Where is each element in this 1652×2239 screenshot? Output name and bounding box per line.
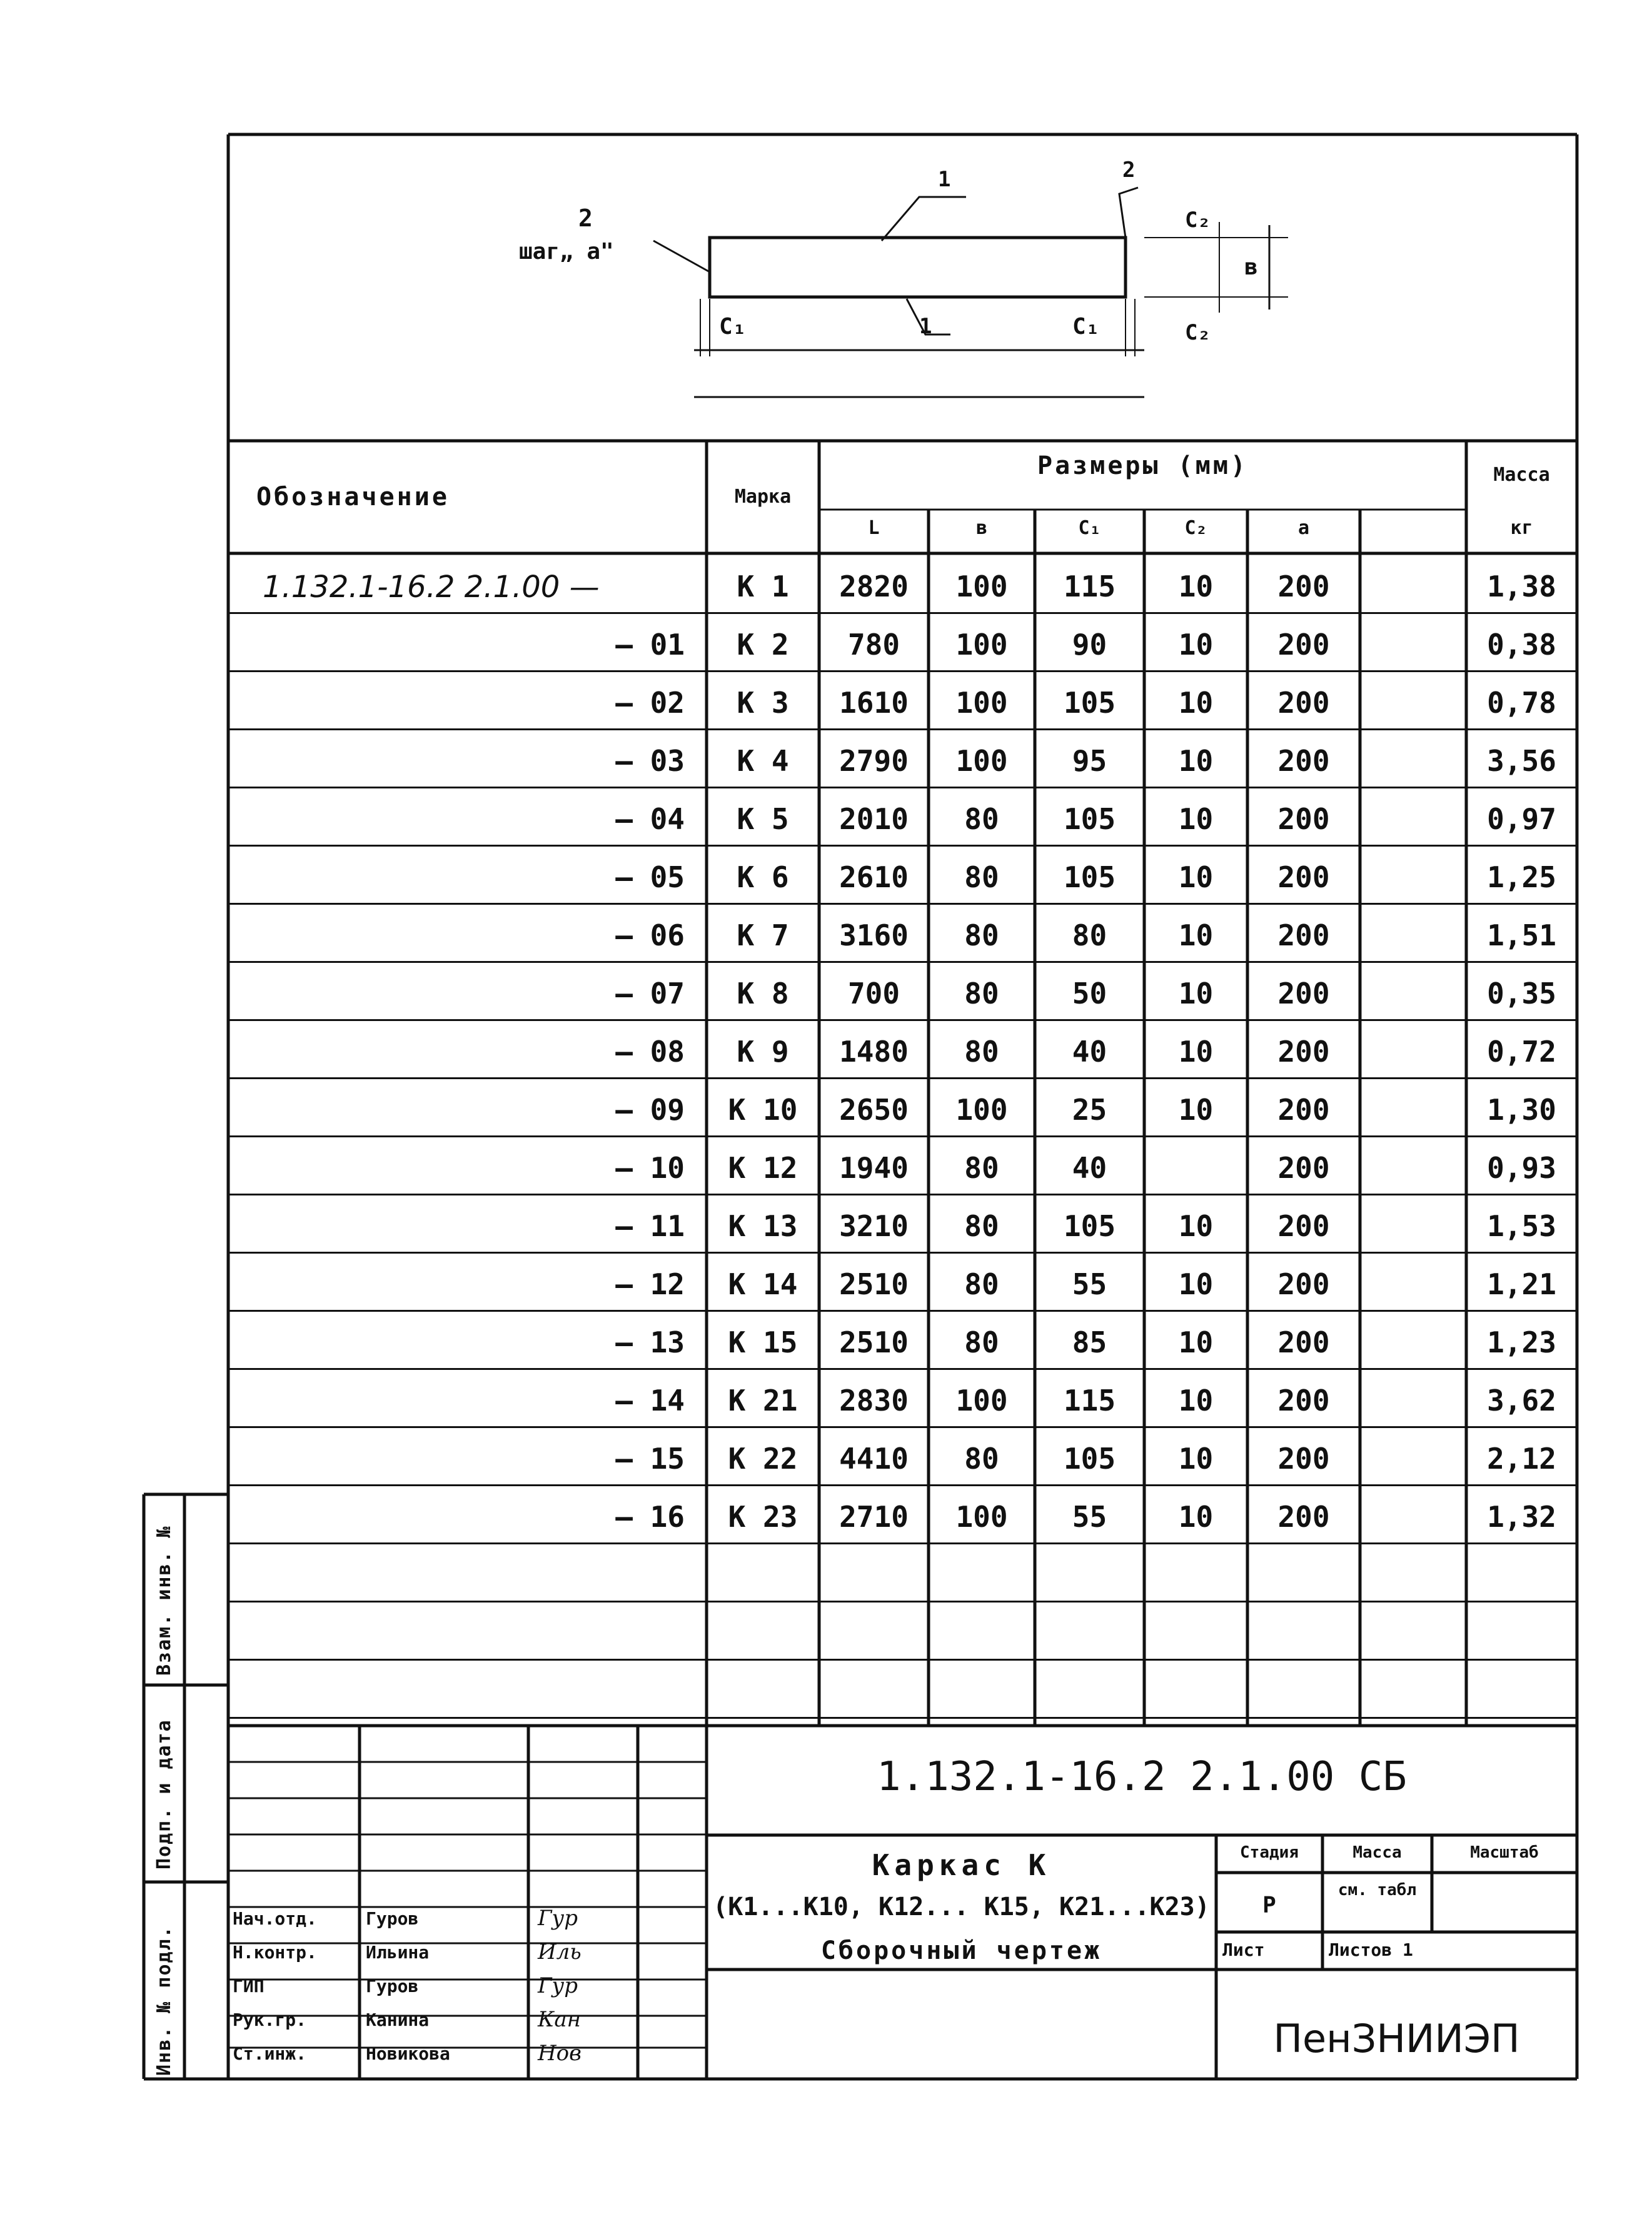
cell-mark: К 15 <box>728 1326 798 1359</box>
cell-b: 80 <box>964 1035 999 1069</box>
cell-a: 200 <box>1277 1209 1330 1243</box>
signature-name: Гуров <box>366 1976 419 1996</box>
stage-label: Стадия <box>1240 1843 1299 1862</box>
handwritten-signature: Кан <box>538 2007 581 2032</box>
cell-mass: 0,38 <box>1487 628 1556 662</box>
table-row <box>228 728 1577 730</box>
cell-a: 200 <box>1277 918 1330 952</box>
cell-b: 100 <box>955 570 1008 603</box>
cell-a: 200 <box>1277 686 1330 720</box>
cell-l: 2710 <box>839 1500 909 1534</box>
cell-mass: 3,56 <box>1487 744 1556 778</box>
cell-l: 2790 <box>839 744 909 778</box>
sheets-label: Листов 1 <box>1329 1940 1413 1960</box>
leader-2-top-label: 2 <box>1122 158 1136 183</box>
header-l: L <box>868 517 880 539</box>
cell-mass: 1,53 <box>1487 1209 1556 1243</box>
cell-c1: 115 <box>1063 1384 1116 1417</box>
cell-mark: К 3 <box>737 686 789 720</box>
cell-b: 80 <box>964 860 999 894</box>
cell-mark: К 4 <box>737 744 789 778</box>
header-c2: С₂ <box>1184 517 1207 539</box>
table-row <box>228 612 1577 614</box>
table-row <box>228 1426 1577 1428</box>
cell-c2: 10 <box>1178 1209 1214 1243</box>
cell-b: 80 <box>964 1209 999 1243</box>
mass-value: см. табл <box>1337 1881 1417 1899</box>
handwritten-signature: Гур <box>538 1973 578 1998</box>
item-name-line1: Каркас К <box>872 1848 1051 1882</box>
table-row <box>228 903 1577 905</box>
cell-c2: 10 <box>1178 1267 1214 1301</box>
cell-c1: 50 <box>1072 977 1107 1010</box>
table-row <box>228 961 1577 963</box>
cell-mark: К 22 <box>728 1442 798 1476</box>
table-row <box>228 1310 1577 1312</box>
cell-l: 2510 <box>839 1326 909 1359</box>
row-designation: — 02 <box>615 686 685 720</box>
signature-role: Рук.гр. <box>233 2010 307 2030</box>
cell-c1: 105 <box>1063 1209 1116 1243</box>
leader-1-bottom-label: 1 <box>919 314 932 339</box>
cell-c1: 85 <box>1072 1326 1107 1359</box>
cell-c1: 40 <box>1072 1035 1107 1069</box>
cell-c2: 10 <box>1178 686 1214 720</box>
table-row <box>228 1484 1577 1486</box>
cell-b: 80 <box>964 1151 999 1185</box>
row-designation: — 16 <box>615 1500 685 1534</box>
header-mark: Марка <box>734 486 792 508</box>
b-dimension-label: в <box>1244 254 1258 280</box>
table-row <box>228 1135 1577 1137</box>
cell-l: 4410 <box>839 1442 909 1476</box>
cell-b: 100 <box>955 1093 1008 1127</box>
cell-c2: 10 <box>1178 628 1214 662</box>
cell-b: 100 <box>955 744 1008 778</box>
cell-l: 1610 <box>839 686 909 720</box>
handwritten-signature: Гур <box>538 1906 578 1931</box>
cell-mark: К 6 <box>737 860 789 894</box>
cell-a: 200 <box>1277 977 1330 1010</box>
cell-c1: 25 <box>1072 1093 1107 1127</box>
cell-c1: 105 <box>1063 860 1116 894</box>
cell-mark: К 14 <box>728 1267 798 1301</box>
cell-c1: 80 <box>1072 918 1107 952</box>
cell-a: 200 <box>1277 1326 1330 1359</box>
cell-a: 200 <box>1277 1151 1330 1185</box>
table-row <box>228 1019 1577 1021</box>
cell-b: 80 <box>964 1326 999 1359</box>
table-row <box>228 1368 1577 1370</box>
mass-label: Масса <box>1352 1843 1402 1862</box>
cell-c2: 10 <box>1178 1500 1214 1534</box>
handwritten-signature: Нов <box>538 2041 582 2066</box>
cell-mark: К 21 <box>728 1384 798 1417</box>
cell-l: 2510 <box>839 1267 909 1301</box>
cell-b: 100 <box>955 1500 1008 1534</box>
signature-role: Нач.отд. <box>233 1908 317 1929</box>
margin-inv-podl: Инв. № подл. <box>153 1925 175 2076</box>
step-label: шаг„ а" <box>519 239 614 264</box>
table-row <box>228 787 1577 788</box>
table-row <box>228 1077 1577 1079</box>
header-b: в <box>975 517 988 539</box>
scale-label: Масштаб <box>1470 1843 1539 1862</box>
cell-mark: К 7 <box>737 918 789 952</box>
signature-role: Ст.инж. <box>233 2043 307 2064</box>
cell-c1: 55 <box>1072 1267 1107 1301</box>
cell-c2: 10 <box>1178 802 1214 836</box>
document-code: 1.132.1-16.2 2.1.00 СБ <box>877 1754 1407 1800</box>
stage-value: Р <box>1262 1893 1276 1918</box>
header-designation: Обозначение <box>256 483 450 511</box>
cell-l: 2650 <box>839 1093 909 1127</box>
cell-l: 700 <box>847 977 900 1010</box>
cell-mark: К 9 <box>737 1035 789 1069</box>
header-mass: Масса <box>1493 464 1550 486</box>
cell-b: 100 <box>955 1384 1008 1417</box>
cell-c1: 90 <box>1072 628 1107 662</box>
margin-vzam-inv: Взам. инв. № <box>153 1525 175 1676</box>
margin-podp-data: Подп. и дата <box>153 1719 175 1869</box>
signature-name: Гуров <box>366 1908 419 1929</box>
cell-mass: 0,72 <box>1487 1035 1556 1069</box>
empty-table-row <box>228 1659 1577 1661</box>
row-designation: — 06 <box>615 918 685 952</box>
cell-l: 2830 <box>839 1384 909 1417</box>
c1-right-label: С₁ <box>1072 314 1100 340</box>
cell-mass: 0,93 <box>1487 1151 1556 1185</box>
cell-mark: К 2 <box>737 628 789 662</box>
cell-mass: 2,12 <box>1487 1442 1556 1476</box>
cell-b: 80 <box>964 977 999 1010</box>
empty-table-row <box>228 1717 1577 1719</box>
cell-a: 200 <box>1277 802 1330 836</box>
cell-a: 200 <box>1277 1093 1330 1127</box>
cell-mark: К 23 <box>728 1500 798 1534</box>
cell-mass: 1,51 <box>1487 918 1556 952</box>
cell-mass: 0,35 <box>1487 977 1556 1010</box>
cell-c2: 10 <box>1178 570 1214 603</box>
table-row <box>228 1542 1577 1544</box>
cell-b: 80 <box>964 1267 999 1301</box>
cell-a: 200 <box>1277 1500 1330 1534</box>
cell-c2: 10 <box>1178 1442 1214 1476</box>
cell-c2: 10 <box>1178 1384 1214 1417</box>
cell-mass: 1,30 <box>1487 1093 1556 1127</box>
cell-c1: 105 <box>1063 802 1116 836</box>
row-designation: — 01 <box>615 628 685 662</box>
signature-role: Н.контр. <box>233 1942 317 1963</box>
table-row <box>228 845 1577 847</box>
cell-l: 1480 <box>839 1035 909 1069</box>
cell-mass: 1,32 <box>1487 1500 1556 1534</box>
cell-a: 200 <box>1277 1384 1330 1417</box>
header-sizes: Размеры (мм) <box>1037 451 1248 480</box>
row-designation: — 05 <box>615 860 685 894</box>
cell-mass: 0,78 <box>1487 686 1556 720</box>
header-c1: С₁ <box>1078 517 1101 539</box>
c1-left-label: С₁ <box>719 314 747 340</box>
signature-role: ГИП <box>233 1976 264 1996</box>
cell-mark: К 1 <box>737 570 789 603</box>
row-designation: — 04 <box>615 802 685 836</box>
row-designation: — 09 <box>615 1093 685 1127</box>
organization-name: ПенЗНИИЭП <box>1273 2016 1520 2061</box>
cell-mass: 1,25 <box>1487 860 1556 894</box>
row-designation: — 03 <box>615 744 685 778</box>
item-name-line2: (К1...К10, К12... К15, К21...К23) <box>713 1893 1210 1921</box>
cell-c1: 105 <box>1063 686 1116 720</box>
item-name-line3: Сборочный чертеж <box>820 1936 1102 1965</box>
cell-a: 200 <box>1277 570 1330 603</box>
header-a: а <box>1297 517 1310 539</box>
cell-l: 2820 <box>839 570 909 603</box>
cell-a: 200 <box>1277 1035 1330 1069</box>
cell-mass: 3,62 <box>1487 1384 1556 1417</box>
cell-c2: 10 <box>1178 860 1214 894</box>
cell-l: 2610 <box>839 860 909 894</box>
cell-mark: К 10 <box>728 1093 798 1127</box>
cell-a: 200 <box>1277 628 1330 662</box>
cell-a: 200 <box>1277 1267 1330 1301</box>
cell-c1: 40 <box>1072 1151 1107 1185</box>
row-designation: — 08 <box>615 1035 685 1069</box>
cell-c2: 10 <box>1178 744 1214 778</box>
cell-b: 80 <box>964 1442 999 1476</box>
row-designation: 1.132.1-16.2 2.1.00 — <box>263 570 600 605</box>
signature-name: Канина <box>366 2010 430 2030</box>
cell-c2: 10 <box>1178 977 1214 1010</box>
handwritten-signature: Иль <box>538 1940 582 1965</box>
cell-a: 200 <box>1277 744 1330 778</box>
cell-c1: 105 <box>1063 1442 1116 1476</box>
cell-mark: К 13 <box>728 1209 798 1243</box>
cell-mass: 0,97 <box>1487 802 1556 836</box>
cell-mark: К 12 <box>728 1151 798 1185</box>
signature-name: Ильина <box>366 1942 430 1963</box>
c2-bottom-label: С₂ <box>1185 320 1211 345</box>
c2-top-label: С₂ <box>1185 208 1211 233</box>
cell-l: 1940 <box>839 1151 909 1185</box>
cell-l: 3210 <box>839 1209 909 1243</box>
cell-c1: 115 <box>1063 570 1116 603</box>
row-designation: — 07 <box>615 977 685 1010</box>
leader-1-top-label: 1 <box>938 167 951 192</box>
header-mass-unit: кг <box>1510 517 1533 539</box>
cell-a: 200 <box>1277 860 1330 894</box>
cell-mark: К 5 <box>737 802 789 836</box>
table-row <box>228 1194 1577 1195</box>
cell-b: 80 <box>964 802 999 836</box>
cell-c2: 10 <box>1178 918 1214 952</box>
row-designation: — 12 <box>615 1267 685 1301</box>
cell-b: 100 <box>955 686 1008 720</box>
leader-2-left-label: 2 <box>578 204 593 232</box>
signature-name: Новикова <box>366 2043 450 2064</box>
cell-c2: 10 <box>1178 1326 1214 1359</box>
cell-a: 200 <box>1277 1442 1330 1476</box>
row-designation: — 10 <box>615 1151 685 1185</box>
cell-c1: 55 <box>1072 1500 1107 1534</box>
row-designation: — 11 <box>615 1209 685 1243</box>
cell-c1: 95 <box>1072 744 1107 778</box>
cell-b: 80 <box>964 918 999 952</box>
cell-b: 100 <box>955 628 1008 662</box>
sheet-label: Лист <box>1222 1940 1265 1960</box>
cell-c2: 10 <box>1178 1035 1214 1069</box>
cell-mass: 1,23 <box>1487 1326 1556 1359</box>
row-designation: — 14 <box>615 1384 685 1417</box>
row-designation: — 13 <box>615 1326 685 1359</box>
cell-mass: 1,21 <box>1487 1267 1556 1301</box>
cell-l: 2010 <box>839 802 909 836</box>
cell-l: 780 <box>847 628 900 662</box>
table-row <box>228 1252 1577 1254</box>
cell-c2: 10 <box>1178 1093 1214 1127</box>
empty-table-row <box>228 1601 1577 1603</box>
row-designation: — 15 <box>615 1442 685 1476</box>
cell-l: 3160 <box>839 918 909 952</box>
cell-mark: К 8 <box>737 977 789 1010</box>
cell-mass: 1,38 <box>1487 570 1556 603</box>
table-row <box>228 670 1577 672</box>
